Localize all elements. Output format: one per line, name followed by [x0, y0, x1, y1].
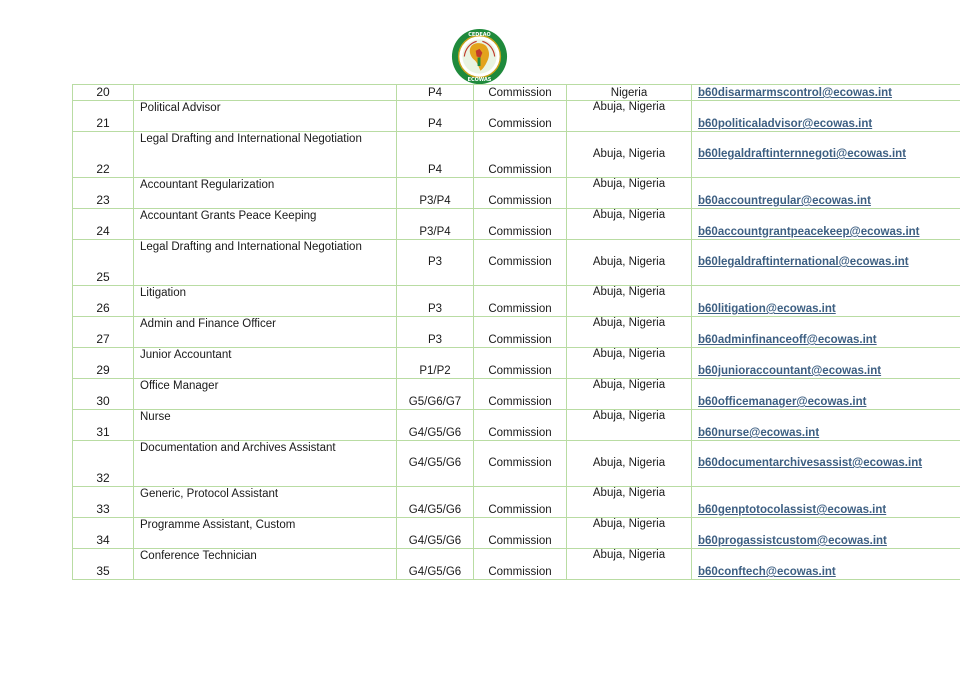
position-title: Programme Assistant, Custom [134, 518, 397, 549]
email-link[interactable]: b60accountregular@ecowas.int [698, 195, 871, 207]
email-link[interactable]: b60junioraccountant@ecowas.int [698, 365, 882, 377]
grade: P3 [397, 240, 474, 286]
location: Abuja, Nigeria [567, 317, 692, 348]
email-link[interactable]: b60politicaladvisor@ecowas.int [698, 118, 873, 130]
row-number: 24 [73, 209, 134, 240]
location: Abuja, Nigeria [567, 379, 692, 410]
table-row [73, 410, 960, 441]
position-title: Litigation [134, 286, 397, 317]
row-number: 23 [73, 178, 134, 209]
email-link[interactable]: b60nurse@ecowas.int [698, 427, 820, 439]
location: Abuja, Nigeria [567, 132, 692, 178]
row-number: 34 [73, 518, 134, 549]
table-row [73, 317, 960, 348]
row-number: 33 [73, 487, 134, 518]
location: Abuja, Nigeria [567, 178, 692, 209]
organisation: Commission [474, 317, 567, 348]
organisation: Commission [474, 549, 567, 580]
organisation: Commission [474, 348, 567, 379]
table-row [73, 132, 960, 178]
organisation: Commission [474, 209, 567, 240]
table-row [73, 101, 960, 132]
table-row [73, 487, 960, 518]
position-title: Accountant Grants Peace Keeping [134, 209, 397, 240]
location: Abuja, Nigeria [567, 487, 692, 518]
email-link[interactable]: b60officemanager@ecowas.int [698, 396, 867, 408]
location: Abuja, Nigeria [567, 549, 692, 580]
organisation: Commission [474, 178, 567, 209]
table-row [73, 240, 960, 286]
vacancy-table [72, 84, 960, 580]
organisation: Commission [474, 101, 567, 132]
email-link[interactable]: b60adminfinanceoff@ecowas.int [698, 334, 877, 346]
grade: G5/G6/G7 [397, 379, 474, 410]
grade: P3 [397, 317, 474, 348]
position-title: Legal Drafting and International Negotiation [134, 132, 397, 178]
email-link[interactable]: b60disarmarmscontrol@ecowas.int [698, 87, 893, 99]
position-title: Documentation and Archives Assistant [134, 441, 397, 487]
table-row [73, 286, 960, 317]
location: Abuja, Nigeria [567, 240, 692, 286]
location: Abuja, Nigeria [567, 518, 692, 549]
location: Abuja, Nigeria [567, 286, 692, 317]
row-number: 32 [73, 441, 134, 487]
grade: P3/P4 [397, 209, 474, 240]
email-link[interactable]: b60accountgrantpeacekeep@ecowas.int [698, 226, 920, 238]
row-number: 20 [73, 85, 134, 101]
row-number: 31 [73, 410, 134, 441]
position-title: Nurse [134, 410, 397, 441]
grade: P4 [397, 132, 474, 178]
row-number: 29 [73, 348, 134, 379]
row-number: 35 [73, 549, 134, 580]
organisation: Commission [474, 240, 567, 286]
grade: P1/P2 [397, 348, 474, 379]
grade: P4 [397, 101, 474, 132]
position-title: Political Advisor [134, 101, 397, 132]
position-title [134, 85, 397, 101]
position-title: Junior Accountant [134, 348, 397, 379]
grade: G4/G5/G6 [397, 549, 474, 580]
table-row [73, 441, 960, 487]
table-row [73, 178, 960, 209]
grade: G4/G5/G6 [397, 410, 474, 441]
table-row [73, 209, 960, 240]
row-number: 22 [73, 132, 134, 178]
organisation: Commission [474, 518, 567, 549]
table-row [73, 85, 960, 101]
location: Abuja, Nigeria [567, 410, 692, 441]
grade: P3 [397, 286, 474, 317]
grade: P4 [397, 85, 474, 101]
table-row [73, 348, 960, 379]
row-number: 25 [73, 240, 134, 286]
email-link[interactable]: b60legaldraftinternational@ecowas.int [698, 256, 909, 268]
row-number: 21 [73, 101, 134, 132]
email-link[interactable]: b60conftech@ecowas.int [698, 566, 836, 578]
organisation: Commission [474, 441, 567, 487]
position-title: Legal Drafting and International Negotiation [134, 240, 397, 286]
position-title: Accountant Regularization [134, 178, 397, 209]
table-row [73, 518, 960, 549]
position-title: Generic, Protocol Assistant [134, 487, 397, 518]
email-link[interactable]: b60litigation@ecowas.int [698, 303, 836, 315]
position-title: Admin and Finance Officer [134, 317, 397, 348]
ecowas-logo-icon [451, 28, 508, 85]
grade: G4/G5/G6 [397, 487, 474, 518]
position-title: Office Manager [134, 379, 397, 410]
grade: G4/G5/G6 [397, 441, 474, 487]
location: Nigeria [567, 85, 692, 101]
email-link[interactable]: b60legaldraftinternnegoti@ecowas.int [698, 148, 907, 160]
svg-text:CEDEAO: CEDEAO [468, 32, 491, 39]
organisation: Commission [474, 379, 567, 410]
email-link[interactable]: b60documentarchivesassist@ecowas.int [698, 457, 923, 469]
organisation: Commission [474, 487, 567, 518]
organisation: Commission [474, 132, 567, 178]
row-number: 27 [73, 317, 134, 348]
grade: P3/P4 [397, 178, 474, 209]
table-row [73, 379, 960, 410]
location: Abuja, Nigeria [567, 348, 692, 379]
email-link[interactable]: b60genptotocolassist@ecowas.int [698, 504, 887, 516]
organisation: Commission [474, 286, 567, 317]
grade: G4/G5/G6 [397, 518, 474, 549]
organisation: Commission [474, 85, 567, 101]
row-number: 26 [73, 286, 134, 317]
location: Abuja, Nigeria [567, 441, 692, 487]
table-row [73, 549, 960, 580]
position-title: Conference Technician [134, 549, 397, 580]
location: Abuja, Nigeria [567, 209, 692, 240]
svg-text:ECOWAS: ECOWAS [467, 77, 492, 84]
organisation: Commission [474, 410, 567, 441]
location: Abuja, Nigeria [567, 101, 692, 132]
row-number: 30 [73, 379, 134, 410]
email-link[interactable]: b60progassistcustom@ecowas.int [698, 535, 887, 547]
